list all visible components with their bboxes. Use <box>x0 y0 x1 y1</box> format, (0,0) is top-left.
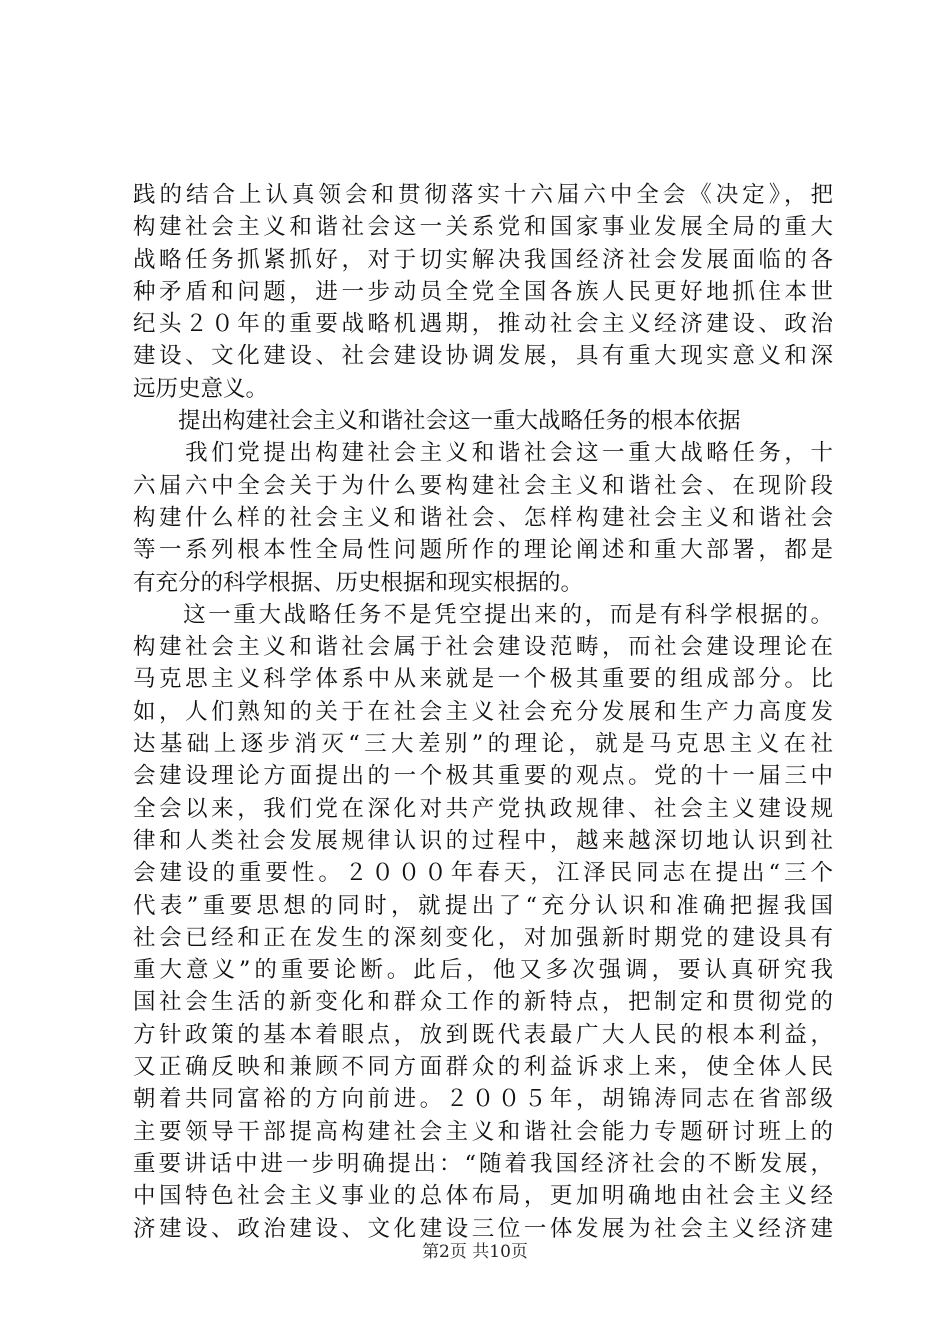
text-line: 种矛盾和问题，进一步动员全党全国各族人民更好地抓住本世 <box>133 278 833 305</box>
text-line: 又正确反映和兼顾不同方面群众的利益诉求上来，使全体人民 <box>133 1054 833 1081</box>
text-line: 构建社会主义和谐社会这一关系党和国家事业发展全局的重大 <box>133 214 833 241</box>
text-line: 战略任务抓紧抓好，对于切实解决我国经济社会发展面临的各 <box>133 246 833 273</box>
text-line: 会建设的重要性。２０００年春天，江泽民同志在提出“三个 <box>133 860 833 887</box>
body-text <box>133 179 833 1245</box>
text-line: 这一重大战略任务不是凭空提出来的，而是有科学根据的。 <box>133 601 833 628</box>
text-line: 重要讲话中进一步明确提出：“随着我国经济社会的不断发展， <box>133 1150 833 1177</box>
text-line: 律和人类社会发展规律认识的过程中，越来越深切地认识到社 <box>133 827 833 854</box>
text-line: 达基础上逐步消灭“三大差别”的理论，就是马克思主义在社 <box>133 731 833 758</box>
text-line: 方针政策的基本着眼点，放到既代表最广大人民的根本利益， <box>133 1021 833 1048</box>
text-line: 重大意义”的重要论断。此后，他又多次强调，要认真研究我 <box>133 957 833 984</box>
text-line: 全会以来，我们党在深化对共产党执政规律、社会主义建设规 <box>133 795 833 822</box>
text-line: 纪头２０年的重要战略机遇期，推动社会主义经济建设、政治 <box>133 311 833 338</box>
text-line: 会建设理论方面提出的一个极其重要的观点。党的十一届三中 <box>133 763 833 790</box>
text-line: 建设、文化建设、社会建设协调发展，具有重大现实意义和深 <box>133 343 833 370</box>
text-line: 如，人们熟知的关于在社会主义社会充分发展和生产力高度发 <box>133 698 833 725</box>
text-line: 我们党提出构建社会主义和谐社会这一重大战略任务，十 <box>133 440 833 467</box>
text-line: 构建社会主义和谐社会属于社会建设范畴，而社会建设理论在 <box>133 634 833 661</box>
text-line: 社会已经和正在发生的深刻变化，对加强新时期党的建设具有 <box>133 924 833 951</box>
text-line: 构建什么样的社会主义和谐社会、怎样构建社会主义和谐社会 <box>133 504 833 531</box>
section-heading: 提出构建社会主义和谐社会这一重大战略任务的根本依据 <box>133 408 741 435</box>
text-line: 六届六中全会关于为什么要构建社会主义和谐社会、在现阶段 <box>133 472 833 499</box>
text-line: 远历史意义。 <box>133 375 269 402</box>
text-line: 国社会生活的新变化和群众工作的新特点，把制定和贯彻党的 <box>133 989 833 1016</box>
text-line: 朝着共同富裕的方向前进。２００５年，胡锦涛同志在省部级 <box>133 1086 833 1113</box>
text-line: 践的结合上认真领会和贯彻落实十六届六中全会《决定》，把 <box>133 182 833 208</box>
text-line: 等一系列根本性全局性问题所作的理论阐述和重大部署，都是 <box>133 537 833 564</box>
text-line: 主要领导干部提高构建社会主义和谐社会能力专题研讨班上的 <box>133 1118 833 1145</box>
page-footer: 第2页 共10页 <box>422 1242 528 1262</box>
text-line: 中国特色社会主义事业的总体布局，更加明确地由社会主义经 <box>133 1183 833 1210</box>
text-line: 济建设、政治建设、文化建设三位一体发展为社会主义经济建 <box>133 1215 833 1242</box>
text-line: 代表”重要思想的同时，就提出了“充分认识和准确把握我国 <box>133 892 833 919</box>
text-line: 马克思主义科学体系中从来就是一个极其重要的组成部分。比 <box>133 666 833 693</box>
text-line: 有充分的科学根据、历史根据和现实根据的。 <box>133 569 584 596</box>
